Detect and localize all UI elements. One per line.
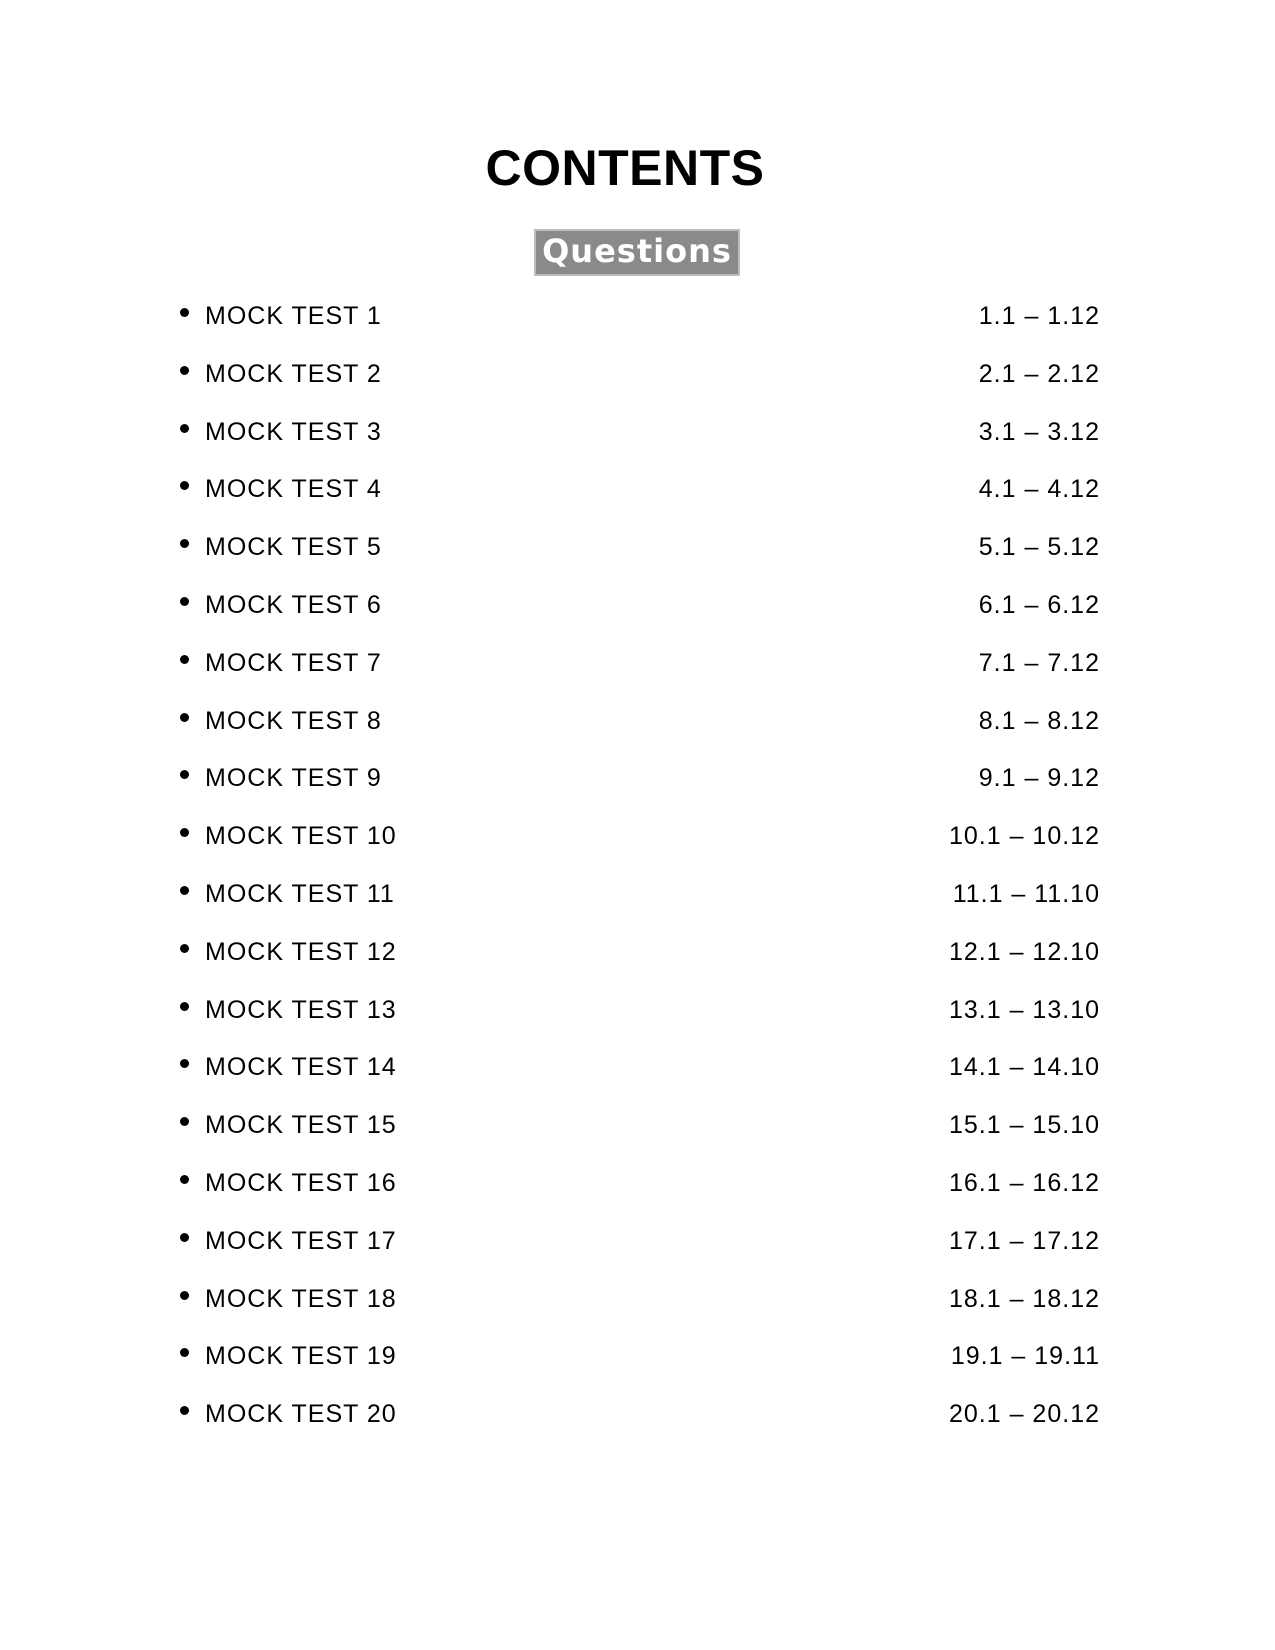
contents-entry (0, 473, 1275, 531)
contents-entry (0, 1225, 1275, 1283)
contents-entry-label: MOCK TEST 6 (205, 590, 382, 619)
contents-entry-label: MOCK TEST 15 (205, 1111, 397, 1140)
contents-entry (0, 1398, 1275, 1456)
contents-entry (0, 1340, 1275, 1398)
contents-entry-pages: 5.1 – 5.12 (978, 533, 1100, 562)
contents-entry-label: MOCK TEST 5 (205, 533, 382, 562)
contents-entry-pages: 14.1 – 14.10 (948, 1053, 1100, 1082)
contents-entry (0, 1283, 1275, 1341)
contents-entry-pages: 20.1 – 20.12 (948, 1400, 1100, 1429)
contents-entry-label: MOCK TEST 20 (205, 1400, 397, 1429)
contents-entry-pages: 2.1 – 2.12 (978, 359, 1100, 388)
bullet-icon (180, 944, 189, 953)
contents-list (0, 300, 1275, 1456)
contents-entry-label: MOCK TEST 18 (205, 1284, 397, 1313)
bullet-icon (180, 308, 189, 317)
contents-entry (0, 936, 1275, 994)
section-badge-questions: Questions (534, 229, 740, 276)
contents-entry (0, 647, 1275, 705)
contents-entry-pages: 17.1 – 17.12 (948, 1226, 1100, 1255)
contents-entry (0, 1051, 1275, 1109)
contents-entry-pages: 13.1 – 13.10 (948, 995, 1100, 1024)
contents-entry (0, 300, 1275, 358)
contents-entry-label: MOCK TEST 12 (205, 937, 397, 966)
contents-entry (0, 994, 1275, 1052)
bullet-icon (180, 1233, 189, 1242)
bullet-icon (180, 366, 189, 375)
bullet-icon (180, 713, 189, 722)
contents-entry-pages: 16.1 – 16.12 (948, 1168, 1100, 1197)
contents-entry-label: MOCK TEST 16 (205, 1168, 397, 1197)
contents-entry-label: MOCK TEST 7 (205, 648, 382, 677)
bullet-icon (180, 597, 189, 606)
contents-entry (0, 416, 1275, 474)
bullet-icon (180, 886, 189, 895)
contents-entry-label: MOCK TEST 14 (205, 1053, 397, 1082)
contents-entry-pages: 19.1 – 19.11 (950, 1342, 1100, 1371)
contents-entry-label: MOCK TEST 3 (205, 417, 382, 446)
bullet-icon (180, 539, 189, 548)
bullet-icon (180, 1348, 189, 1357)
bullet-icon (180, 1002, 189, 1011)
contents-entry-pages: 3.1 – 3.12 (978, 417, 1100, 446)
contents-entry-pages: 4.1 – 4.12 (978, 475, 1100, 504)
bullet-icon (180, 424, 189, 433)
contents-entry (0, 1109, 1275, 1167)
contents-entry (0, 589, 1275, 647)
contents-entry-pages: 10.1 – 10.12 (948, 822, 1100, 851)
contents-entry (0, 1167, 1275, 1225)
contents-entry (0, 358, 1275, 416)
contents-entry-label: MOCK TEST 8 (205, 706, 382, 735)
bullet-icon (180, 770, 189, 779)
contents-entry (0, 820, 1275, 878)
contents-entry-pages: 12.1 – 12.10 (948, 937, 1100, 966)
contents-entry-label: MOCK TEST 19 (205, 1342, 397, 1371)
contents-entry-pages: 18.1 – 18.12 (948, 1284, 1100, 1313)
contents-entry (0, 531, 1275, 589)
contents-entry-pages: 9.1 – 9.12 (978, 764, 1100, 793)
bullet-icon (180, 1117, 189, 1126)
bullet-icon (180, 1291, 189, 1300)
contents-entry (0, 878, 1275, 936)
bullet-icon (180, 481, 189, 490)
bullet-icon (180, 1406, 189, 1415)
contents-entry-label: MOCK TEST 10 (205, 822, 397, 851)
contents-entry-label: MOCK TEST 11 (205, 879, 395, 908)
contents-entry-label: MOCK TEST 4 (205, 475, 382, 504)
bullet-icon (180, 1059, 189, 1068)
contents-entry-pages: 6.1 – 6.12 (978, 590, 1100, 619)
contents-entry-pages: 1.1 – 1.12 (978, 302, 1100, 330)
contents-entry-pages: 8.1 – 8.12 (978, 706, 1100, 735)
contents-entry-label: MOCK TEST 13 (205, 995, 397, 1024)
contents-entry-label: MOCK TEST 2 (205, 359, 382, 388)
contents-entry (0, 705, 1275, 763)
contents-entry (0, 762, 1275, 820)
contents-entry-pages: 7.1 – 7.12 (978, 648, 1100, 677)
contents-entry-label: MOCK TEST 9 (205, 764, 382, 793)
contents-entry-pages: 11.1 – 11.10 (952, 879, 1100, 908)
contents-entry-label: MOCK TEST 17 (205, 1226, 397, 1255)
contents-entry-label: MOCK TEST 1 (205, 302, 382, 330)
page-title: CONTENTS (485, 140, 765, 196)
bullet-icon (180, 655, 189, 664)
bullet-icon (180, 828, 189, 837)
contents-entry-pages: 15.1 – 15.10 (948, 1111, 1100, 1140)
bullet-icon (180, 1175, 189, 1184)
